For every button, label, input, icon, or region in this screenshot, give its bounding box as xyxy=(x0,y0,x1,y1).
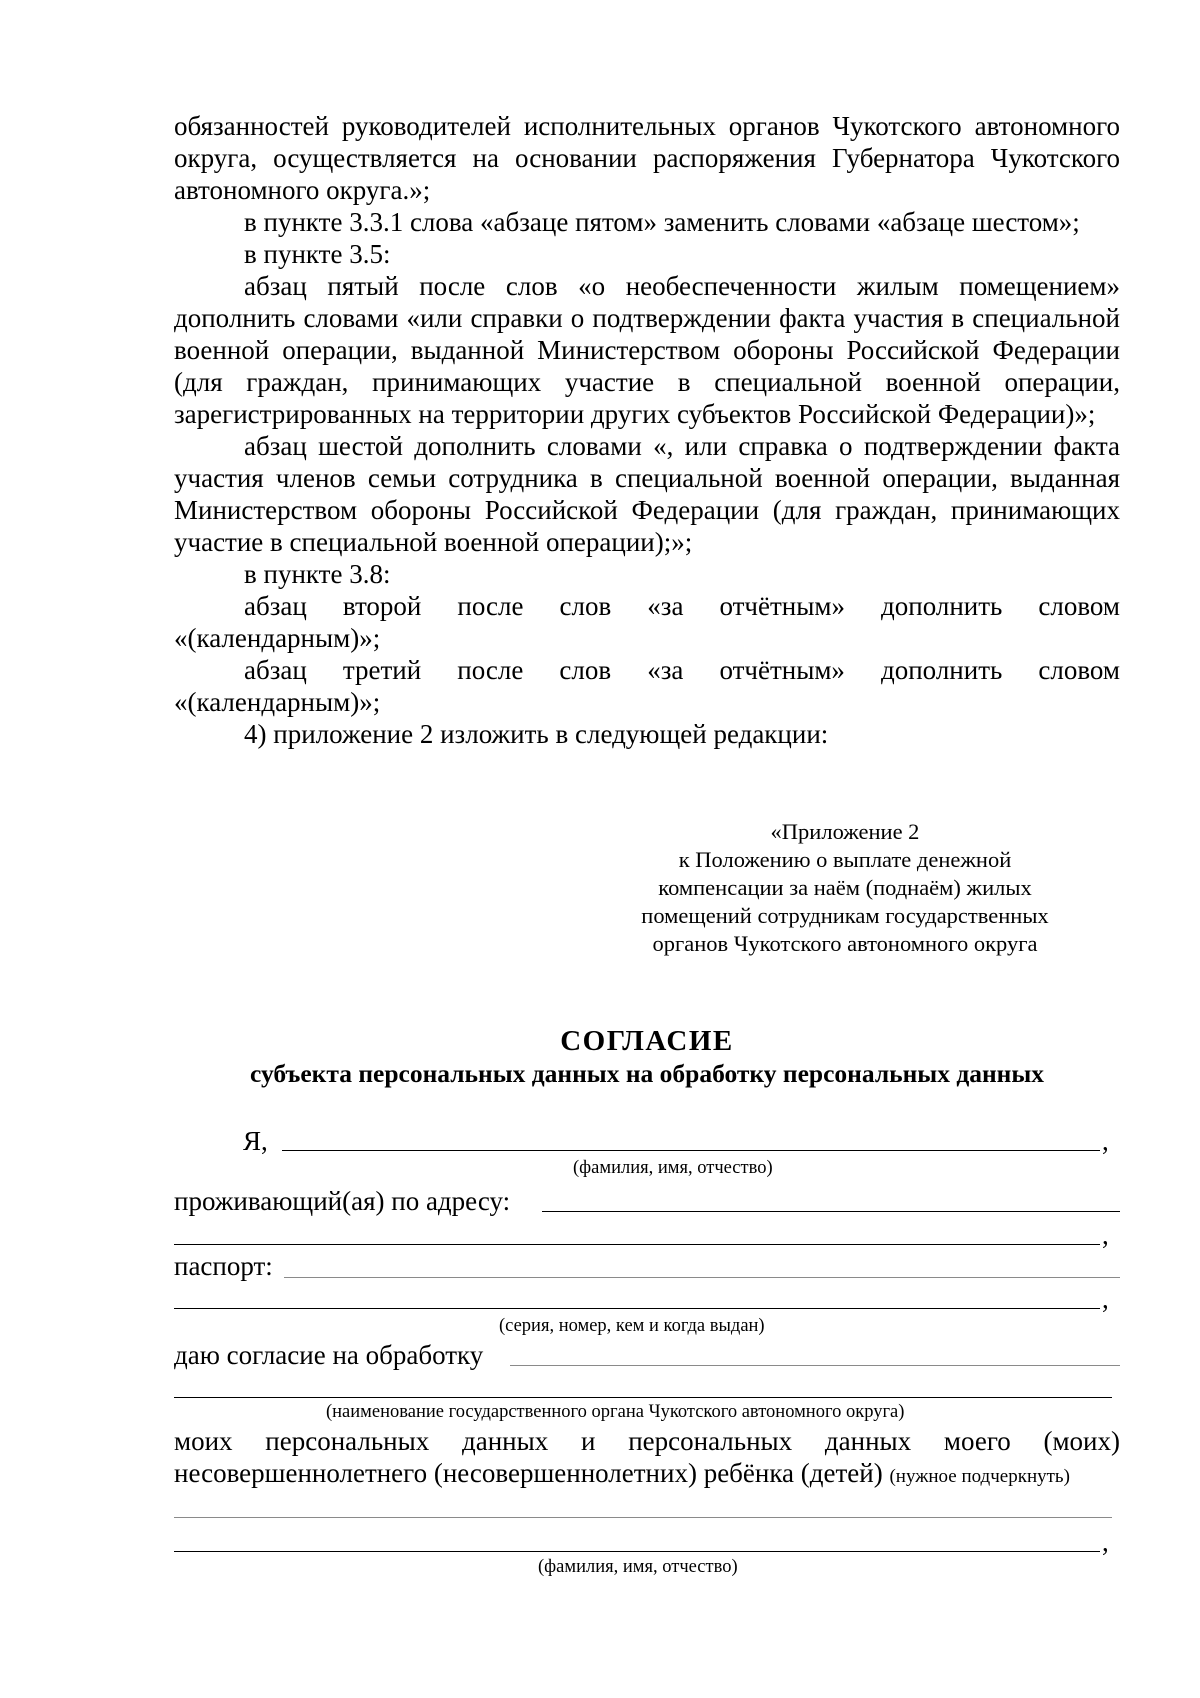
appendix-line: к Положению о выплате денежной xyxy=(678,847,1012,872)
address-field-continued[interactable] xyxy=(174,1244,1100,1245)
passport-field[interactable] xyxy=(284,1277,1120,1278)
comma: , xyxy=(1102,1126,1109,1156)
comma: , xyxy=(1102,1527,1109,1557)
consent-subtitle: субъекта персональных данных на обработку персональных данных xyxy=(249,1059,1045,1088)
passport-caption: (серия, номер, кем и когда выдан) xyxy=(499,1316,765,1336)
consent-label: даю согласие на обработку xyxy=(174,1340,484,1370)
passport-field-continued[interactable] xyxy=(174,1308,1100,1309)
address-field[interactable] xyxy=(542,1211,1120,1212)
underline-note: (нужное подчеркнуть) xyxy=(889,1466,1070,1487)
passport-label: паспорт: xyxy=(174,1251,273,1281)
address-label: проживающий(ая) по адресу: xyxy=(174,1186,511,1216)
appendix-header xyxy=(600,818,1090,958)
paragraph: 4) приложение 2 изложить в следующей редакции: xyxy=(244,719,829,749)
appendix-line: «Приложение 2 xyxy=(770,819,920,844)
organ-field-continued[interactable] xyxy=(174,1397,1112,1398)
fio-field[interactable] xyxy=(282,1150,1100,1151)
paragraph: в пункте 3.3.1 слова «абзаце пятом» заменить словами «абзаце шестом»; xyxy=(244,207,1080,237)
children-text: несовершеннолетнего (несовершеннолетних) ребёнка (детей) xyxy=(174,1458,883,1488)
appendix-line: органов Чукотского автономного округа xyxy=(652,931,1038,956)
paragraph: абзац пятый после слов «о необеспеченности жилым помещением» дополнить словами «или справки о подтверждении факта участия в специальной военной операции, выданной Министерством обороны Российской Федерации (для граждан, принимающих участие в специальной военной операции, зарегистрированных на территории других субъектов Российской Федерации)»; xyxy=(174,271,1120,429)
paragraph: абзац третий после слов «за отчётным» дополнить словом «(календарным)»; xyxy=(174,655,1120,717)
paragraph: моих персональных данных и персональных данных моего (моих) xyxy=(174,1426,1120,1456)
personal-data-line2 xyxy=(174,1457,1070,1493)
paragraph: в пункте 3.5: xyxy=(244,239,391,269)
personal-data-text xyxy=(174,1425,1120,1457)
appendix-line: компенсации за наём (поднаём) жилых xyxy=(658,875,1032,900)
child-fio-field-continued[interactable] xyxy=(174,1551,1100,1552)
paragraph: абзац шестой дополнить словами «, или справка о подтверждении факта участия членов семьи сотрудника в специальной военной операции, выданная Министерством обороны Российской Федерации (для граждан, принимающих участие в специальной военной операции);»; xyxy=(174,431,1120,557)
fio-caption: (фамилия, имя, отчество) xyxy=(573,1158,773,1178)
comma: , xyxy=(1102,1220,1109,1250)
consent-title: СОГЛАСИЕ xyxy=(560,1025,734,1057)
paragraph: в пункте 3.8: xyxy=(244,559,391,589)
ya-label: Я, xyxy=(243,1126,268,1156)
paragraph: абзац второй после слов «за отчётным» дополнить словом «(календарным)»; xyxy=(174,591,1120,653)
comma: , xyxy=(1102,1284,1109,1314)
organ-field[interactable] xyxy=(510,1365,1120,1366)
child-fio-caption: (фамилия, имя, отчество) xyxy=(538,1557,738,1577)
child-fio-field[interactable] xyxy=(174,1517,1112,1518)
amendment-text xyxy=(174,110,1120,750)
organ-caption: (наименование государственного органа Чукотского автономного округа) xyxy=(326,1402,905,1422)
paragraph: обязанностей руководителей исполнительных органов Чукотского автономного округа, осуществляется на основании распоряжения Губернатора Чукотского автономного округа.»; xyxy=(174,111,1120,205)
appendix-line: помещений сотрудникам государственных xyxy=(641,903,1049,928)
